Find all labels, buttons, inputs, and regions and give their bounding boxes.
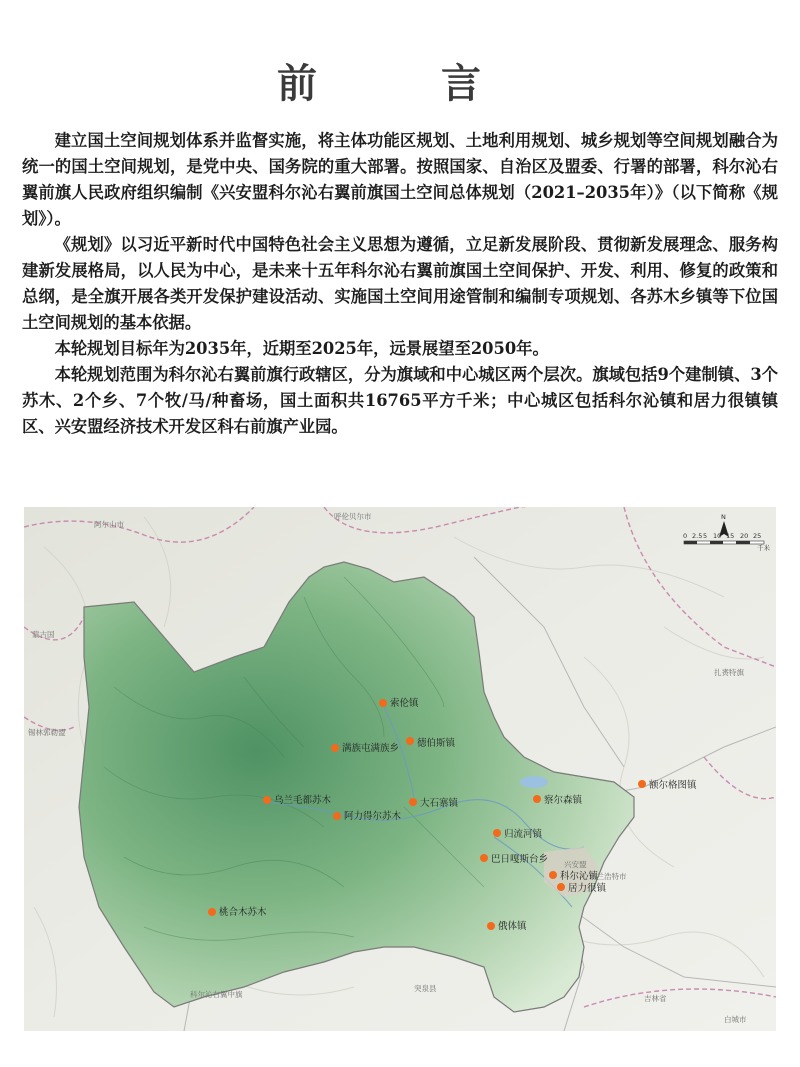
svg-text:桃合木苏木: 桃合木苏木 [219, 907, 267, 918]
town-manzutun [331, 742, 399, 754]
svg-text:大石寨镇: 大石寨镇 [420, 798, 459, 809]
svg-text:察尔森镇: 察尔森镇 [544, 795, 583, 806]
svg-text:0: 0 [683, 532, 688, 540]
svg-text:N: N [721, 513, 726, 521]
svg-text:20: 20 [740, 532, 749, 540]
svg-text:2.5: 2.5 [692, 532, 703, 540]
town-baligasitai [480, 853, 548, 865]
svg-text:巴日嘎斯台乡: 巴日嘎斯台乡 [491, 854, 549, 865]
label-horqin-middle: 科尔沁右翼中旗 [190, 990, 243, 999]
label-hinggan: 兴安盟 [564, 860, 587, 869]
svg-text:额尔格图镇: 额尔格图镇 [649, 780, 697, 791]
paragraph-4: 本轮规划范围为科尔沁右翼前旗行政辖区，分为旗域和中心城区两个层次。旗域包括9个建制镇、3个苏木、2个乡、7个牧/马/种畜场，国土面积共16765平方千米；中心城区包括科尔沁镇和居力很镇镇区、兴安盟经济技术开发区科右前旗产业园。 [22, 365, 778, 436]
town-alideer [333, 810, 402, 822]
svg-text:乌兰毛都苏木: 乌兰毛都苏木 [274, 795, 332, 806]
town-wulanmaodu [263, 794, 332, 806]
label-arxan: 阿尔山市 [94, 520, 124, 529]
preface-body [22, 128, 778, 440]
svg-text:俄体镇: 俄体镇 [498, 921, 527, 932]
label-baicheng: 白城市 [724, 1015, 747, 1024]
page-title: 前 言 [277, 60, 523, 107]
label-jalaid: 扎赉特旗 [714, 668, 744, 677]
svg-text:15: 15 [726, 532, 735, 540]
svg-text:阿力得尔苏木: 阿力得尔苏木 [344, 811, 402, 822]
label-tuquan: 突泉县 [414, 984, 437, 993]
svg-text:千米: 千米 [757, 544, 770, 552]
label-ulanhot: 乌兰浩特市 [589, 872, 627, 881]
svg-text:满族屯满族乡: 满族屯满族乡 [342, 743, 400, 754]
label-mongolia: 蒙古国 [32, 630, 55, 639]
svg-text:居力很镇: 居力很镇 [568, 883, 607, 894]
label-hulunbuir: 呼伦贝尔市 [334, 512, 372, 521]
svg-text:25: 25 [753, 532, 762, 540]
label-xilingol: 锡林郭勒盟 [28, 728, 66, 737]
svg-text:归流河镇: 归流河镇 [504, 829, 543, 840]
svg-text:5: 5 [703, 532, 708, 540]
paragraph-1: 建立国土空间规划体系并监督实施，将主体功能区规划、土地利用规划、城乡规划等空间规划融合为统一的国土空间规划，是党中央、国务院的重大部署。按照国家、自治区及盟委、行署的部署，科尔沁右翼前旗人民政府组织编制《兴安盟科尔沁右翼前旗国土空间总体规划（2021–2035年）》（以下简称《规划》）。 [22, 131, 778, 228]
map-canvas [24, 507, 776, 1031]
svg-text:10: 10 [713, 532, 722, 540]
planning-map [24, 507, 776, 1031]
label-jilin: 吉林省 [644, 994, 667, 1003]
svg-text:德伯斯镇: 德伯斯镇 [417, 738, 456, 749]
svg-text:索伦镇: 索伦镇 [390, 698, 419, 709]
reservoir [520, 776, 548, 788]
svg-text:科尔沁镇: 科尔沁镇 [560, 871, 599, 882]
paragraph-2: 《规划》以习近平新时代中国特色社会主义思想为遵循，立足新发展阶段、贯彻新发展理念、服务构建新发展格局，以人民为中心，是未来十五年科尔沁右翼前旗国土空间保护、开发、利用、修复的政策和总纲，是全旗开展各类开发保护建设活动、实施国土空间用途管制和编制专项规划、各苏木乡镇等下位国土空间规划的基本依据。 [22, 235, 778, 332]
paragraph-3: 本轮规划目标年为2035年，近期至2025年，远景展望至2050年。 [54, 339, 549, 358]
